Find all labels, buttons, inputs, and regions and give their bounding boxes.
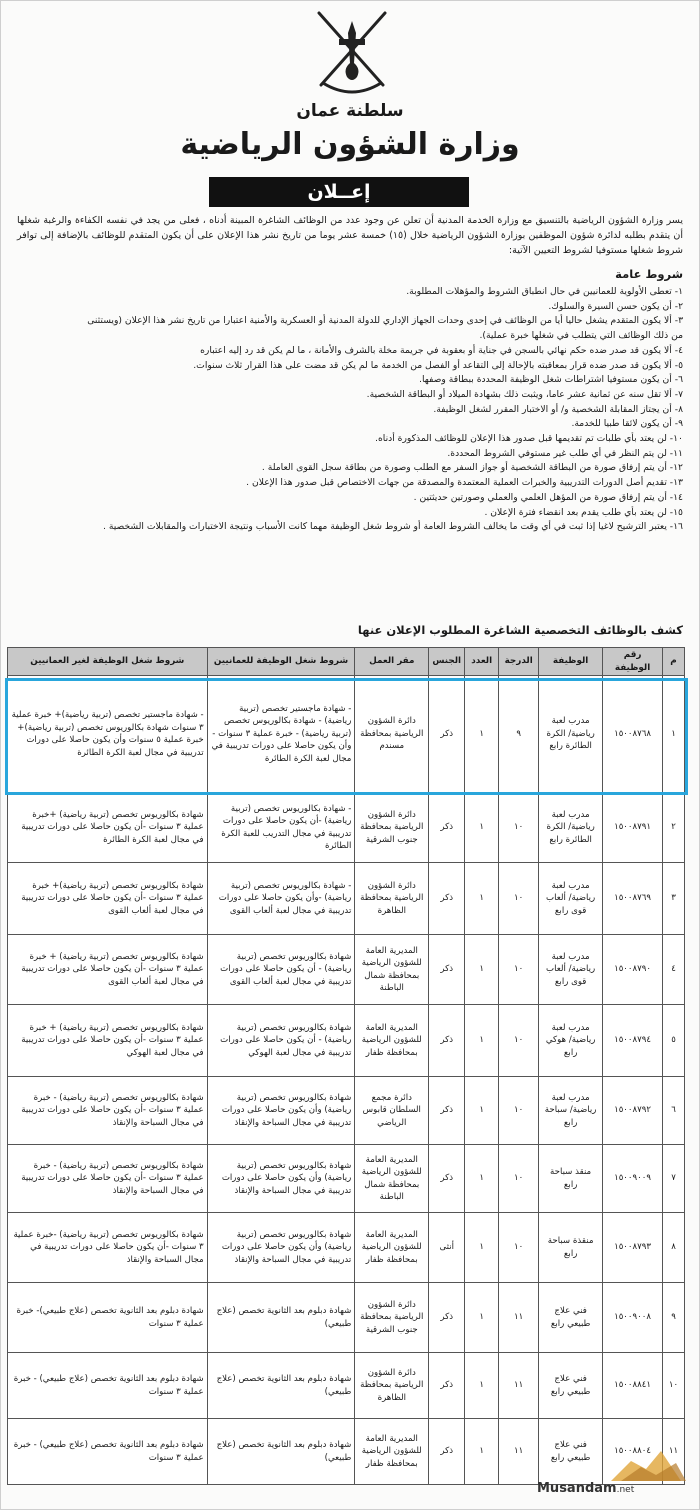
cell-row-index: ٤ [663,935,685,1005]
condition-item: ١٢- أن يتم إرفاق صورة من البطاقة الشخصية أو جواز السفر مع الطلب وصورة من بطاقة سجل القوى العاملة . [261,462,683,474]
cell-nonomani-conditions: شهادة بكالوريوس تخصص (تربية رياضية) - خبرة عملية ٣ سنوات -أن يكون حاصلا على دورات تدريبية في مجال السباحة والإنقاذ [8,1145,208,1213]
cell-omani-conditions: شهادة بكالوريوس تخصص (تربية رياضية) وأن يكون حاصلا على دورات تدريبية في مجال السباحة والإنقاذ [207,1213,355,1283]
cell-job-title: مدرب لعبة رياضية/ ألعاب قوى رابع [539,863,603,935]
country-name: سلطنة عمان [296,101,404,121]
cell-grade: ١١ [499,1283,539,1353]
cell-row-index: ١١ [663,1419,685,1485]
table-row [8,1005,685,1077]
cell-gender: ذكر [429,676,465,793]
condition-item: ١١- لن يتم النظر في أي طلب غير مستوفي الشروط المحددة. [447,447,683,459]
cell-job-number: ١٥٠٠٨٧٩٤ [603,1005,663,1077]
table-header-row [8,648,685,676]
cell-grade: ١١ [499,1353,539,1419]
col-header-omani-conditions: شروط شغل الوظيفة للعمانيين [207,648,355,676]
cell-nonomani-conditions: شهادة دبلوم بعد الثانوية تخصص (علاج طبيعي) - خبرة عملية ٣ سنوات [8,1353,208,1419]
cell-row-index: ١٠ [663,1353,685,1419]
cell-workplace: دائرة الشؤون الرياضية بمحافظة الظاهرة [355,1353,429,1419]
cell-job-title: مدرب لعبة رياضية/ هوكي رابع [539,1005,603,1077]
announcement-banner: إعــلان [209,177,469,207]
table-row [8,793,685,863]
oman-emblem-icon [309,3,395,103]
cell-omani-conditions: - شهادة ماجستير تخصص (تربية رياضية) - شهادة بكالوريوس تخصص (تربية رياضية) - خبرة عملية ٣ سنوات - وأن يكون حاصلا على دورات تدريبية في مجال لعبة الكرة الطائرة [207,676,355,793]
cell-nonomani-conditions: شهادة بكالوريوس تخصص (تربية رياضية) + خبرة عملية ٣ سنوات -أن يكون حاصلا على دورات تدريبية في مجال لعبة الهوكي [8,1005,208,1077]
cell-gender: ذكر [429,935,465,1005]
cell-gender: ذكر [429,863,465,935]
col-header-workplace: مقر العمل [355,648,429,676]
cell-workplace: دائرة الشؤون الرياضية بمحافظة الظاهرة [355,863,429,935]
cell-workplace: دائرة الشؤون الرياضية بمحافظة جنوب الشرقية [355,1283,429,1353]
cell-workplace: المديرية العامة للشؤون الرياضية بمحافظة ظفار [355,1005,429,1077]
cell-omani-conditions: شهادة بكالوريوس تخصص (تربية رياضية) - أن يكون حاصلا على دورات تدريبية في مجال لعبة ألعاب القوى [207,935,355,1005]
condition-item: ٧- ألا تقل سنه عن ثمانية عشر عاما، ويثبت ذلك بشهادة الميلاد أو البطاقة الشخصية. [366,388,683,400]
cell-nonomani-conditions: شهادة بكالوريوس تخصص (تربية رياضية) + خبرة عملية ٣ سنوات -أن يكون حاصلا على دورات تدريبية في مجال لعبة ألعاب القوى [8,935,208,1005]
cell-row-index: ٦ [663,1077,685,1145]
cell-job-number: ١٥٠٠٨٧٦٨ [603,676,663,793]
cell-row-index: ٢ [663,793,685,863]
cell-gender: أنثى [429,1213,465,1283]
cell-row-index: ٨ [663,1213,685,1283]
condition-item: ٤- ألا يكون قد صدر ضده حكم نهائي بالسجن في جناية أو بعقوبة في جريمة مخلة بالشرف والأمانة ، ما لم يكن قد رد إليه اعتباره [200,344,683,356]
cell-workplace: المديرية العامة للشؤون الرياضية بمحافظة ظفار [355,1213,429,1283]
cell-gender: ذكر [429,1077,465,1145]
cell-row-index: ٧ [663,1145,685,1213]
cell-count: ١ [465,1283,499,1353]
col-header-gender: الجنس [429,648,465,676]
condition-item: ٩- أن يكون لائقا طبيا للخدمة. [571,418,683,430]
cell-workplace: المديرية العامة للشؤون الرياضية بمحافظة شمال الباطنة [355,1145,429,1213]
condition-item: ١٦- يعتبر الترشيح لاغيا إذا ثبت في أي وقت ما يخالف الشروط العامة أو شروط شغل الوظيفة مهما كانت الأسباب ونتيجة الاختبارات والمقابلات الشخصية . [103,521,683,533]
cell-count: ١ [465,1005,499,1077]
cell-count: ١ [465,1077,499,1145]
condition-item: ١٣- تقديم أصل الدورات التدريبية والخبرات العملية المعتمدة والمصدقة من جهات الاختصاص قبل صدور هذا الإعلان . [246,477,683,489]
cell-grade: ١٠ [499,793,539,863]
condition-item: ٥- ألا يكون قد صدر ضده قرار بمعاقبته بالإحالة إلى التقاعد أو الفصل من الخدمة ما لم يكن قد مضت على هذا القرار ثلاث سنوات. [193,359,683,371]
cell-job-number: ١٥٠٠٨٧٩٢ [603,1077,663,1145]
cell-job-title: مدرب لعبة رياضية/ سباحة رابع [539,1077,603,1145]
jobs-table-title: كشف بالوظائف التخصصية الشاغرة المطلوب الإعلان عنها [357,623,683,637]
cell-count: ١ [465,793,499,863]
cell-workplace: دائرة الشؤون الرياضية بمحافظة مسندم [355,676,429,793]
table-row [8,676,685,793]
cell-grade: ١٠ [499,1213,539,1283]
cell-job-number: ١٥٠٠٩٠٠٩ [603,1145,663,1213]
condition-item: ١٥- لن يعتد بأي طلب يقدم بعد انقضاء فترة الإعلان . [484,506,683,518]
cell-omani-conditions: شهادة بكالوريوس تخصص (تربية رياضية) وأن يكون حاصلا على دورات تدريبية في مجال السباحة والإنقاذ [207,1145,355,1213]
cell-omani-conditions: شهادة بكالوريوس تخصص (تربية رياضية) وأن يكون حاصلا على دورات تدريبية في مجال السباحة والإنقاذ [207,1077,355,1145]
cell-job-title: فني علاج طبيعي رابع [539,1283,603,1353]
cell-row-index: ١ [663,676,685,793]
cell-job-number: ١٥٠٠٨٨٠٤ [603,1419,663,1485]
cell-grade: ١٠ [499,1005,539,1077]
cell-omani-conditions: - شهادة بكالوريوس تخصص (تربية رياضية) -أن يكون حاصلا على دورات تدريبية في مجال التدريب للعبة الكرة الطائرة [207,793,355,863]
cell-job-title: فني علاج طبيعي رابع [539,1353,603,1419]
cell-count: ١ [465,863,499,935]
cell-job-number: ١٥٠٠٨٨٤١ [603,1353,663,1419]
cell-gender: ذكر [429,1005,465,1077]
table-row [8,1353,685,1419]
cell-job-number: ١٥٠٠٨٧٩٠ [603,935,663,1005]
cell-nonomani-conditions: شهادة بكالوريوس تخصص (تربية رياضية)+ خبرة عملية ٣ سنوات -أن يكون حاصلا على دورات تدريبية في مجال لعبة ألعاب القوى [8,863,208,935]
cell-count: ١ [465,1419,499,1485]
cell-workplace: المديرية العامة للشؤون الرياضية بمحافظة ظفار [355,1419,429,1485]
jobs-table [7,647,685,1485]
table-row [8,1077,685,1145]
conditions-title: شروط عامة [615,267,683,281]
cell-job-title: مدرب لعبة رياضية/ الكرة الطائرة رابع [539,676,603,793]
cell-omani-conditions: - شهادة بكالوريوس تخصص (تربية رياضية) -وأن يكون حاصلا على دورات تدريبية في مجال لعبة ألعاب القوى [207,863,355,935]
cell-gender: ذكر [429,793,465,863]
cell-job-number: ١٥٠٠٨٧٦٩ [603,863,663,935]
cell-nonomani-conditions: شهادة دبلوم بعد الثانوية تخصص (علاج طبيعي) - خبرة عملية ٣ سنوات [8,1419,208,1485]
cell-gender: ذكر [429,1145,465,1213]
cell-count: ١ [465,676,499,793]
condition-item: ١- تعطى الأولوية للعمانيين في حال انطباق الشروط والمؤهلات المطلوبة. [406,286,683,297]
cell-job-title: منقذ سباحة رابع [539,1145,603,1213]
cell-omani-conditions: شهادة دبلوم بعد الثانوية تخصص (علاج طبيعي) [207,1283,355,1353]
cell-count: ١ [465,1145,499,1213]
condition-item: ٦- أن يكون مستوفيا اشتراطات شغل الوظيفة المحددة ببطاقة وصفها. [419,374,683,386]
cell-grade: ١٠ [499,1077,539,1145]
watermark-site: Musandam [537,1481,617,1496]
cell-gender: ذكر [429,1283,465,1353]
condition-item: ١٠- لن يعتد بأي طلبات تم تقديمها قبل صدور هذا الإعلان للوظائف المذكورة أدناه. [375,433,683,445]
cell-nonomani-conditions: شهادة بكالوريوس تخصص (تربية رياضية) -خبرة عملية ٣ سنوات -أن يكون حاصلا على دورات تدريبية في مجال السباحة والإنقاذ [8,1213,208,1283]
cell-job-number: ١٥٠٠٩٠٠٨ [603,1283,663,1353]
cell-job-number: ١٥٠٠٨٧٩٣ [603,1213,663,1283]
cell-count: ١ [465,1353,499,1419]
table-row [8,1145,685,1213]
cell-count: ١ [465,935,499,1005]
table-row [8,863,685,935]
cell-grade: ٩ [499,676,539,793]
ministry-name: وزارة الشؤون الرياضية [180,127,520,162]
intro-paragraph: يسر وزارة الشؤون الرياضية بالتنسيق مع وزارة الخدمة المدنية أن تعلن عن وجود عدد من الوظائف الشاغرة المبينة أدناه ، فعلى من يجد في نفسه الكفاءة والرغبة شغلها أن يتقدم بطلبه لدائرة شؤون الموظفين بوزارة الشؤون الرياضية خلال (١٥) خمسة عشر يوما من تاريخ نشر هذا الإعلان على أن يكون المتقدم للوظائف بالإضافة إلى توافر شروط شغلها مستوفيا لشروط التعيين الآتية: [17,215,683,256]
cell-omani-conditions: شهادة دبلوم بعد الثانوية تخصص (علاج طبيعي) [207,1353,355,1419]
cell-count: ١ [465,1213,499,1283]
cell-omani-conditions: شهادة بكالوريوس تخصص (تربية رياضية) - أن يكون حاصلا على دورات تدريبية في مجال لعبة الهوكي [207,1005,355,1077]
cell-row-index: ٩ [663,1283,685,1353]
cell-nonomani-conditions: شهادة بكالوريوس تخصص (تربية رياضية) - خبرة عملية ٣ سنوات -أن يكون حاصلا على دورات تدريبية في مجال السباحة والإنقاذ [8,1077,208,1145]
condition-item: ٨- أن يجتاز المقابلة الشخصية و/ أو الاختبار المقرر لشغل الوظيفة. [433,403,683,415]
cell-job-title: مدرب لعبة رياضية/ ألعاب قوى رابع [539,935,603,1005]
col-header-job-title: الوظيفة [539,648,603,676]
col-header-grade: الدرجة [499,648,539,676]
cell-grade: ١٠ [499,935,539,1005]
condition-item: من ذلك الوظائف التي يتطلب في شغلها خبرة عملية). [479,330,683,342]
cell-job-title: مدرب لعبة رياضية/ الكرة الطائرة رابع [539,793,603,863]
cell-grade: ١٠ [499,863,539,935]
watermark-text [537,1481,634,1496]
cell-workplace: دائرة مجمع السلطان قابوس الرياضي [355,1077,429,1145]
cell-grade: ١١ [499,1419,539,1485]
condition-item: ١٤- أن يتم إرفاق صورة من المؤهل العلمي والعملي وصورتين حديثتين . [413,491,683,503]
watermark-logo-icon [601,1441,691,1486]
cell-row-index: ٣ [663,863,685,935]
cell-grade: ١٠ [499,1145,539,1213]
table-row [8,1419,685,1485]
cell-nonomani-conditions: شهادة دبلوم بعد الثانوية تخصص (علاج طبيعي)- خبرة عملية ٣ سنوات [8,1283,208,1353]
cell-job-title: منقذة سباحة رابع [539,1213,603,1283]
col-header-count: العدد [465,648,499,676]
cell-omani-conditions: شهادة دبلوم بعد الثانوية تخصص (علاج طبيعي) [207,1419,355,1485]
col-header-nonomani-conditions: شروط شغل الوظيفة لغير العمانيين [8,648,208,676]
cell-nonomani-conditions: شهادة بكالوريوس تخصص (تربية رياضية) +خبرة عملية ٣ سنوات -أن يكون حاصلا على دورات تدريبية في مجال لعبة الكرة الطائرة [8,793,208,863]
col-header-index: م [663,648,685,676]
cell-nonomani-conditions: - شهادة ماجستير تخصص (تربية رياضية)+ خبرة عملية ٣ سنوات شهادة بكالوريوس تخصص (تربية رياضية)+ خبرة عملية ٥ سنوات وأن يكون حاصلا على دورات تدريبية في مجال لعبة الكرة الطائرة [8,676,208,793]
cell-gender: ذكر [429,1419,465,1485]
cell-workplace: دائرة الشؤون الرياضية بمحافظة جنوب الشرقية [355,793,429,863]
cell-workplace: المديرية العامة للشؤون الرياضية بمحافظة شمال الباطنة [355,935,429,1005]
watermark-suffix: .net [616,1485,635,1495]
condition-item: ٣- ألا يكون المتقدم يشغل حاليا أيا من الوظائف في إحدى وحدات الجهاز الإداري للدولة المدنية أو العسكرية والأمنية اعتبارا من تاريخ نشر هذا الإعلان (ويستثنى [87,315,683,327]
cell-job-number: ١٥٠٠٨٧٩١ [603,793,663,863]
table-row [8,935,685,1005]
col-header-job-number: رقم الوظيفة [603,648,663,676]
condition-item: ٢- أن يكون حسن السيرة والسلوك. [548,300,683,312]
cell-gender: ذكر [429,1353,465,1419]
table-row [8,1213,685,1283]
cell-job-title: فني علاج طبيعي رابع [539,1419,603,1485]
conditions-list [17,285,683,535]
cell-row-index: ٥ [663,1005,685,1077]
table-row [8,1283,685,1353]
